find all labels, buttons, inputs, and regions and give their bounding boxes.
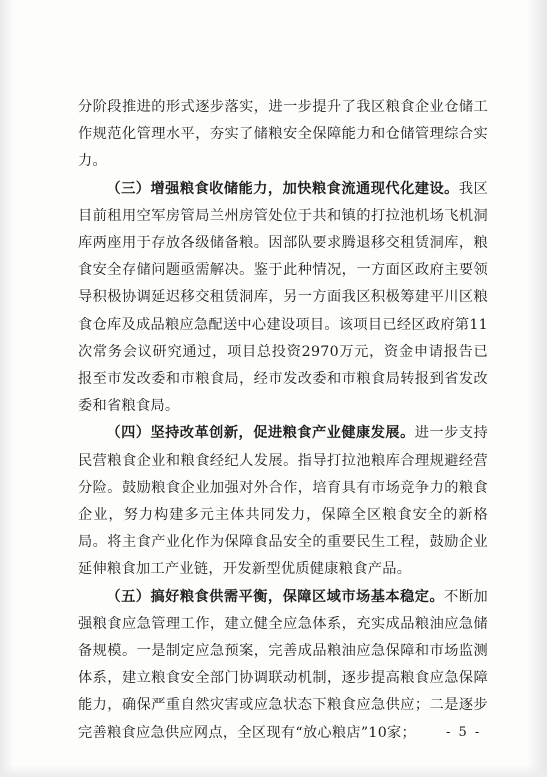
document-body xyxy=(78,94,488,747)
page-number: - 5 - xyxy=(446,725,482,740)
paragraph-continuation xyxy=(78,94,488,176)
section-heading-3: （三）增强粮食收储能力，加快粮食流通现代化建设。 xyxy=(106,180,459,197)
scan-edge-left xyxy=(0,0,14,777)
scan-edge-right xyxy=(527,0,547,777)
paragraph-text: 进一步支持民营粮食企业和粮食经纪人发展。指导打拉池粮库合理规避经营分险。鼓励粮食企业加强对外合作，培育具有市场竞争力的粮食企业，努力构建多元主体共同发力，保障全区粮食安全的新格局。将主食产业化作为保障食品安全的重要民生工程，鼓励企业延伸粮食加工产业链，开发新型优质健康粮食产品。 xyxy=(78,425,488,578)
paragraph-section-4 xyxy=(78,420,488,583)
paragraph-section-5 xyxy=(78,584,488,747)
section-heading-4: （四）坚持改革创新，促进粮食产业健康发展。 xyxy=(106,425,415,442)
paragraph-text: 我区目前租用空军房管局兰州房管处位于共和镇的打拉池机场飞机洞库两座用于存放各级储备粮。因部队要求腾退移交租赁洞库，粮食安全存储问题亟需解决。鉴于此种情况，一方面区政府主要领导积极协调延迟移交租赁洞库，另一方面我区积极筹建平川区粮食仓库及成品粮应急配送中心建设项目。该项目已经区政府第11次常务会议研究通过，项目总投资2970万元，资金申请报告已报至市发改委和市粮食局，经市发改委和市粮食局转报到省发改委和省粮食局。 xyxy=(78,180,489,415)
paragraph-text: 分阶段推进的形式逐步落实，进一步提升了我区粮食企业仓储工作规范化管理水平，夯实了储粮安全保障能力和仓储管理综合实力。 xyxy=(78,99,488,170)
section-heading-5: （五）搞好粮食供需平衡，保障区域市场基本稳定。 xyxy=(106,588,445,605)
scan-edge-bottom xyxy=(0,765,547,777)
paragraph-text: 不断加强粮食应急管理工作，建立健全应急体系，充实成品粮油应急储备规模。一是制定应急预案，完善成品粮油应急保障和市场监测体系，建立粮食安全部门协调联动机制，逐步提高粮食应急保障能力，确保严重自然灾害或应急状态下粮食应急供应；二是逐步完善粮食应急供应网点，全区现有“放心粮店”10家； xyxy=(78,588,488,741)
paragraph-section-3 xyxy=(78,176,488,421)
